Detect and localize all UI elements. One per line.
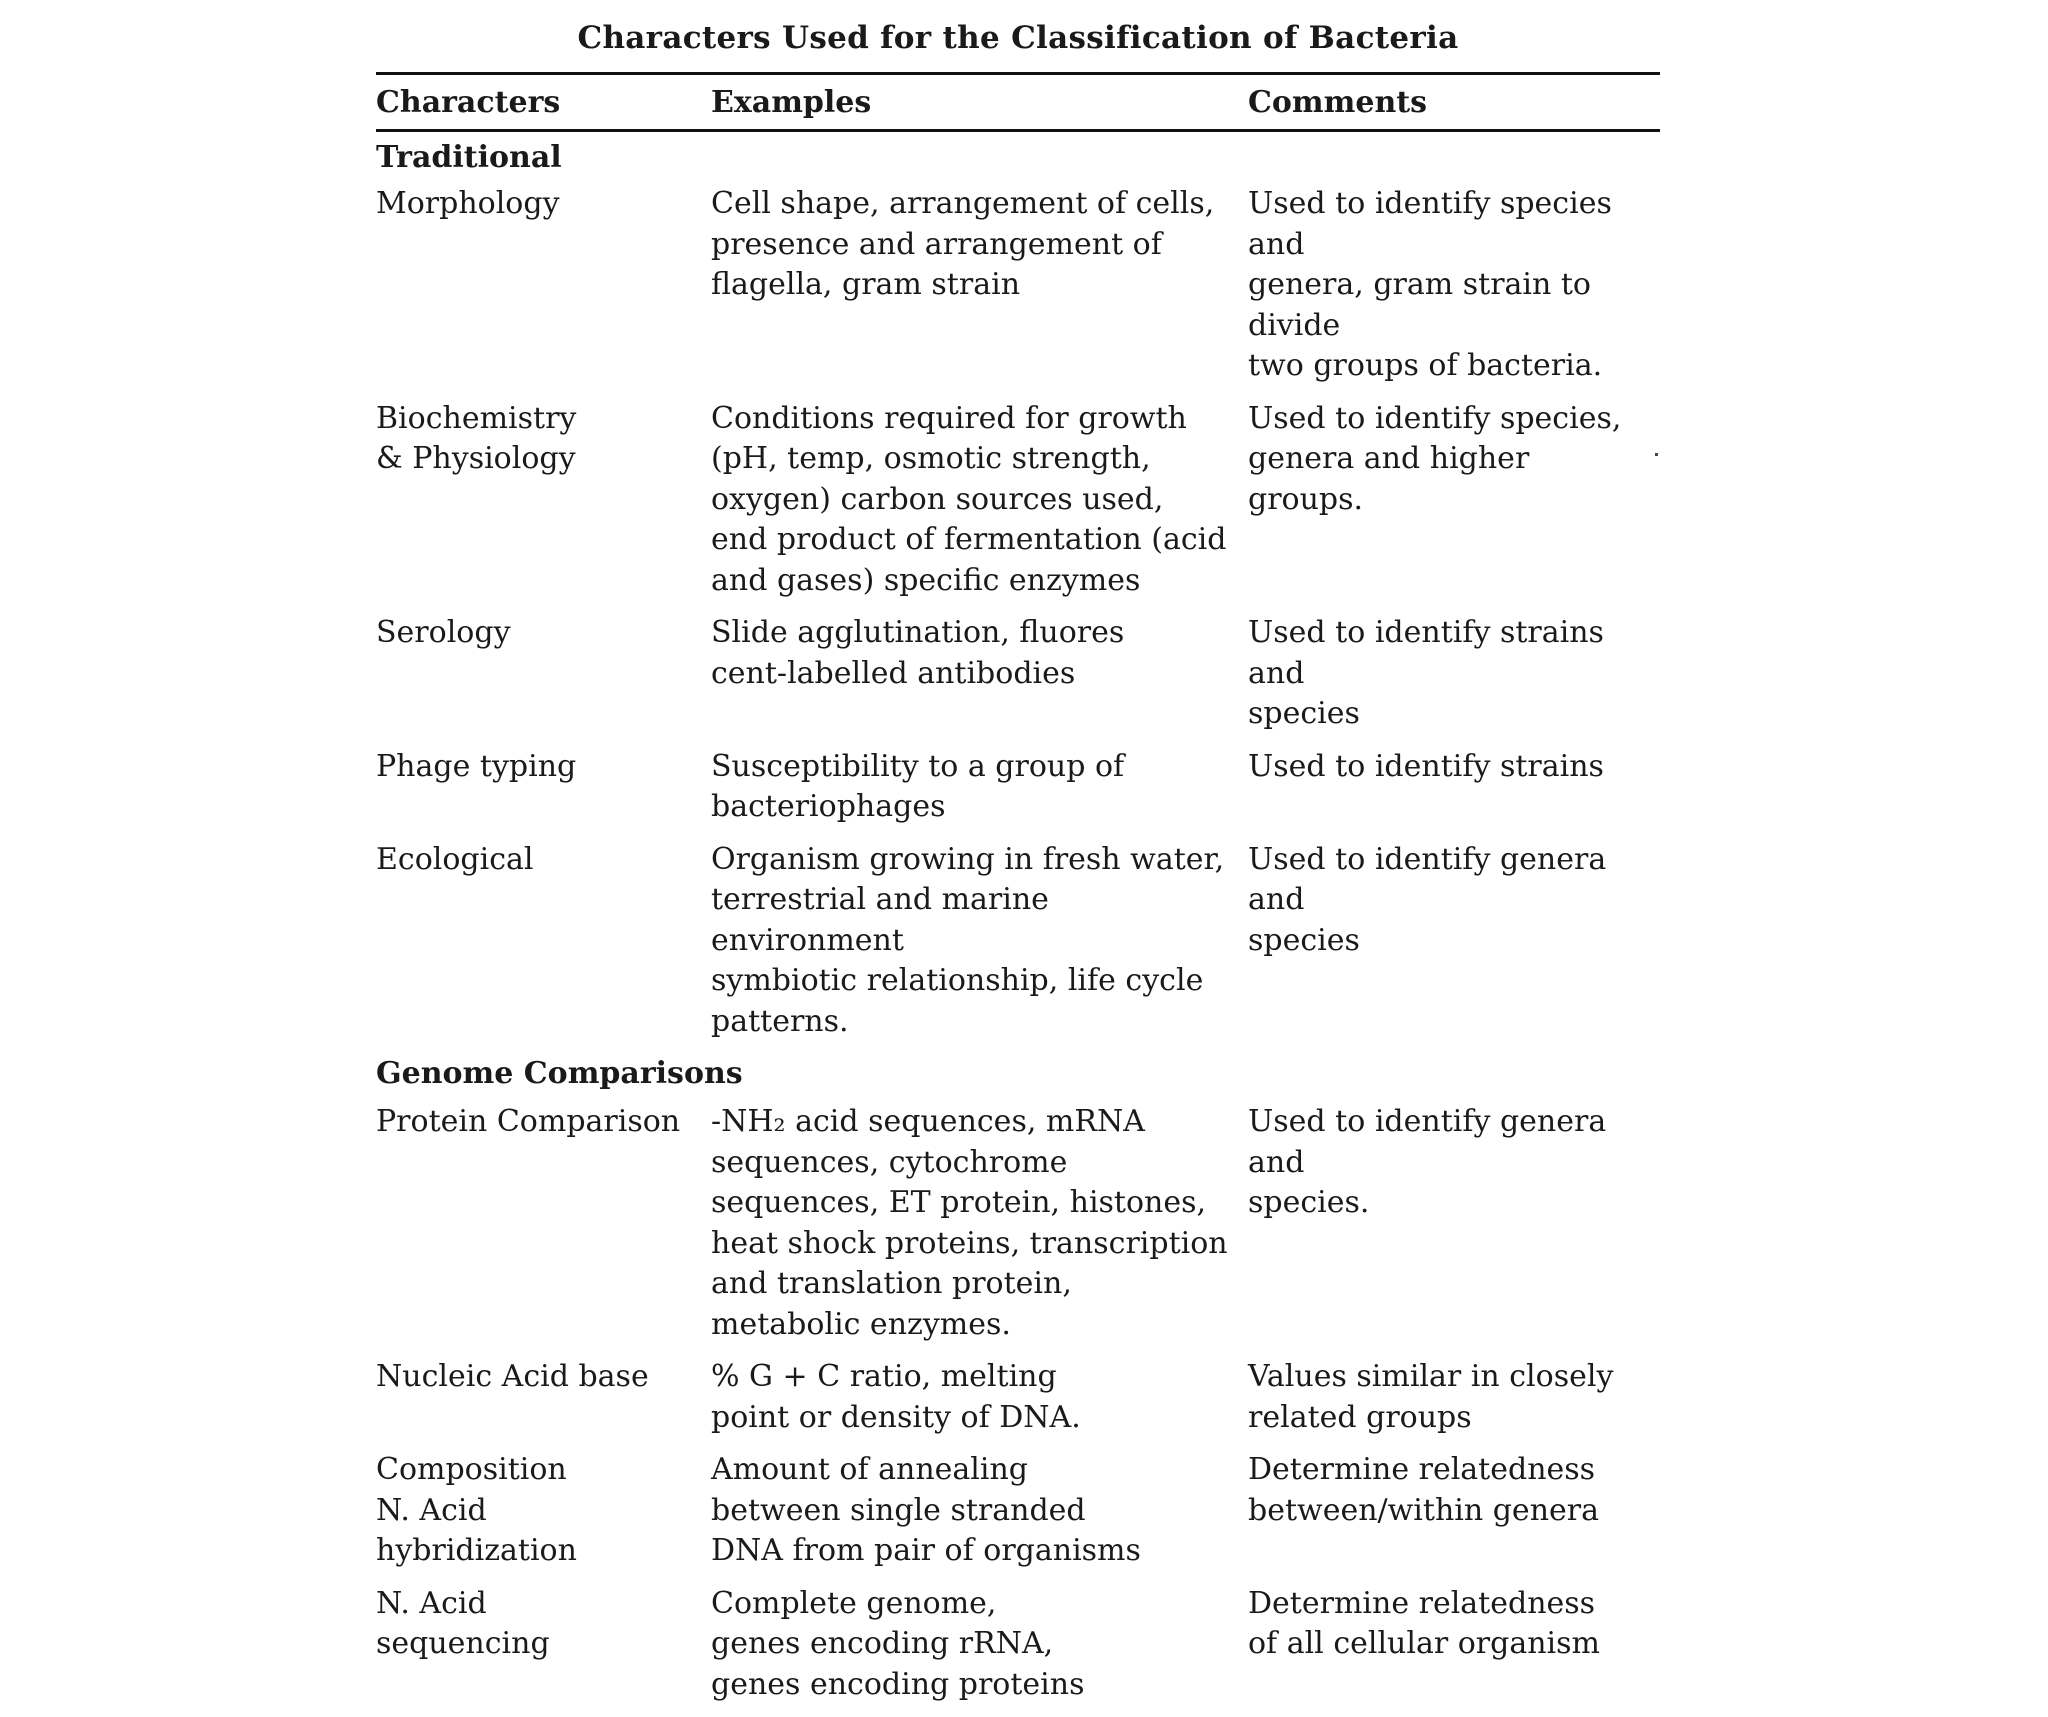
character-cell: Serology — [376, 615, 511, 650]
header-characters: Characters — [376, 85, 561, 120]
comments-cell: Used to identify species, genera and higher groups. — [1248, 400, 1622, 517]
table-header — [376, 75, 1660, 129]
comments-cell: Determine relatedness between/within genera — [1248, 1452, 1599, 1528]
examples-cell: Susceptibility to a group of bacteriophages — [711, 748, 1125, 824]
comments-cell: Used to identify species and genera, gram strain to divide two groups of bacteria. — [1248, 186, 1612, 383]
character-cell: Protein Comparison — [376, 1104, 681, 1139]
table-row — [376, 399, 1660, 602]
character-cell: Ecological — [376, 841, 534, 877]
examples-cell: Complete genome, genes encoding rRNA, genes encoding proteins — [711, 1585, 1085, 1702]
examples-cell: Amount of annealing between single stranded DNA from pair of organisms — [711, 1452, 1141, 1568]
table-row — [376, 747, 1660, 828]
table-row — [376, 184, 1660, 387]
header-comments: Comments — [1248, 85, 1428, 120]
comments-cell: Used to identify genera and species — [1248, 841, 1607, 958]
examples-cell: Cell shape, arrangement of cells, presence and arrangement of flagella, gram strain — [711, 186, 1215, 302]
table-row — [376, 1357, 1660, 1438]
character-cell: Biochemistry & Physiology — [376, 400, 577, 476]
stray-dot-mark — [1655, 453, 1658, 456]
character-cell: N. Acid sequencing — [376, 1585, 550, 1661]
examples-cell: -NH₂ acid sequences, mRNA sequences, cytochrome sequences, ET protein, histones, heat shock proteins, transcription and translation protein, metabolic enzymes. — [711, 1104, 1228, 1342]
header-examples: Examples — [711, 85, 872, 120]
section-heading-genome-comparisons: Genome Comparisons — [376, 1056, 743, 1091]
table-row — [376, 1584, 1660, 1706]
examples-cell: % G + C ratio, melting point or density of DNA. — [711, 1359, 1081, 1435]
comments-cell: Used to identify genera and species. — [1248, 1104, 1607, 1220]
character-cell: Nucleic Acid base — [376, 1359, 649, 1394]
character-cell: Phage typing — [376, 748, 577, 784]
examples-cell: Conditions required for growth (pH, temp, osmotic strength, oxygen) carbon sources used, end product of fermentation (acid and gases) specific enzymes — [711, 400, 1227, 598]
table-row — [376, 613, 1660, 735]
examples-cell: Organism growing in fresh water, terrestrial and marine environment symbiotic relationship, life cycle patterns. — [711, 841, 1225, 1039]
comments-cell: Values similar in closely related groups — [1248, 1359, 1614, 1435]
examples-cell: Slide agglutination, fluores cent-labelled antibodies — [711, 615, 1125, 691]
comments-cell: Used to identify strains — [1248, 748, 1604, 784]
table-row — [376, 840, 1660, 1043]
character-cell: Composition N. Acid hybridization — [376, 1452, 577, 1568]
classification-table-page — [376, 18, 1660, 1717]
character-cell: Morphology — [376, 186, 560, 221]
table-row — [376, 1450, 1660, 1572]
comments-cell: Used to identify strains and species — [1248, 615, 1604, 731]
comments-cell: Determine relatedness of all cellular organism — [1248, 1585, 1600, 1661]
table-title: Characters Used for the Classification of Bacteria — [577, 20, 1459, 56]
section-heading-traditional: Traditional — [376, 140, 562, 175]
table-row — [376, 1102, 1660, 1345]
